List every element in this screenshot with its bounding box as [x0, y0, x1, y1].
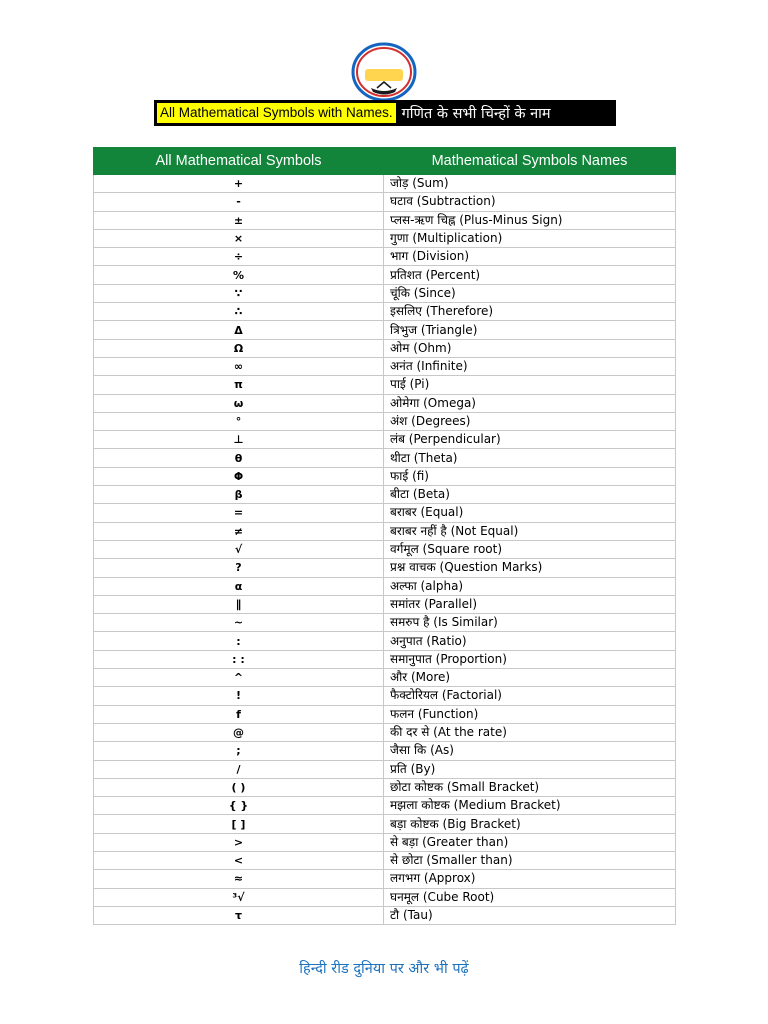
table-row: [94, 687, 676, 705]
symbol-cell: π: [94, 376, 384, 394]
symbol-name-cell: से छोटा (Smaller than): [384, 851, 676, 869]
symbol-cell: α: [94, 577, 384, 595]
symbol-name-cell: प्रति (By): [384, 760, 676, 778]
table-row: [94, 266, 676, 284]
table-row: [94, 888, 676, 906]
symbol-cell: ^: [94, 669, 384, 687]
column-header-names: Mathematical Symbols Names: [384, 148, 676, 175]
symbol-name-cell: पाई (Pi): [384, 376, 676, 394]
symbol-name-cell: फाई (fi): [384, 467, 676, 485]
symbol-cell: ?: [94, 559, 384, 577]
symbol-cell: β: [94, 486, 384, 504]
table-row: [94, 376, 676, 394]
symbol-name-cell: और (More): [384, 669, 676, 687]
table-row: [94, 211, 676, 229]
symbol-name-cell: इसलिए (Therefore): [384, 303, 676, 321]
symbol-name-cell: जोड़ (Sum): [384, 175, 676, 193]
table-row: [94, 614, 676, 632]
symbol-cell: √: [94, 540, 384, 558]
symbol-name-cell: त्रिभुज (Triangle): [384, 321, 676, 339]
table-row: [94, 467, 676, 485]
symbol-cell: f: [94, 705, 384, 723]
table-row: [94, 284, 676, 302]
symbol-cell: τ: [94, 906, 384, 924]
symbol-cell: ~: [94, 614, 384, 632]
symbol-name-cell: लगभग (Approx): [384, 870, 676, 888]
symbol-cell: ∥: [94, 595, 384, 613]
table-row: [94, 357, 676, 375]
table-row: [94, 705, 676, 723]
table-row: [94, 412, 676, 430]
symbol-cell: Φ: [94, 467, 384, 485]
table-row: [94, 906, 676, 924]
table-row: [94, 851, 676, 869]
symbol-cell: >: [94, 833, 384, 851]
symbol-name-cell: लंब (Perpendicular): [384, 431, 676, 449]
symbol-cell: { }: [94, 797, 384, 815]
symbol-name-cell: बड़ा कोष्टक (Big Bracket): [384, 815, 676, 833]
symbol-cell: =: [94, 504, 384, 522]
symbol-name-cell: बराबर नहीं है (Not Equal): [384, 522, 676, 540]
symbol-cell: ∵: [94, 284, 384, 302]
symbol-cell: ³√: [94, 888, 384, 906]
table-row: [94, 339, 676, 357]
table-row: [94, 175, 676, 193]
symbol-name-cell: अंश (Degrees): [384, 412, 676, 430]
symbol-cell: :: [94, 632, 384, 650]
table-row: [94, 248, 676, 266]
page-title-bar: [154, 100, 616, 126]
symbol-cell: !: [94, 687, 384, 705]
symbol-name-cell: मझला कोष्टक (Medium Bracket): [384, 797, 676, 815]
symbol-cell: θ: [94, 449, 384, 467]
symbol-name-cell: फलन (Function): [384, 705, 676, 723]
hindi-read-duniya-logo: [351, 42, 417, 102]
table-row: [94, 486, 676, 504]
symbol-name-cell: प्रतिशत (Percent): [384, 266, 676, 284]
symbol-name-cell: की दर से (At the rate): [384, 723, 676, 741]
table-row: [94, 229, 676, 247]
symbol-cell: ∴: [94, 303, 384, 321]
symbol-cell: : :: [94, 650, 384, 668]
symbol-name-cell: अनुपात (Ratio): [384, 632, 676, 650]
symbol-cell: -: [94, 193, 384, 211]
symbol-name-cell: फैक्टोरियल (Factorial): [384, 687, 676, 705]
symbol-name-cell: से बड़ा (Greater than): [384, 833, 676, 851]
table-row: [94, 321, 676, 339]
table-row: [94, 833, 676, 851]
symbol-name-cell: अल्फा (alpha): [384, 577, 676, 595]
site-logo: [351, 42, 417, 102]
symbol-name-cell: वर्गमूल (Square root): [384, 540, 676, 558]
symbol-name-cell: थीटा (Theta): [384, 449, 676, 467]
footer-link[interactable]: हिन्दी रीड दुनिया पर और भी पढ़ें: [299, 961, 469, 977]
symbol-name-cell: ओम (Ohm): [384, 339, 676, 357]
symbol-cell: ( ): [94, 778, 384, 796]
symbol-name-cell: चूंकि (Since): [384, 284, 676, 302]
table-row: [94, 431, 676, 449]
table-row: [94, 669, 676, 687]
symbol-cell: ≠: [94, 522, 384, 540]
table-row: [94, 778, 676, 796]
table-row: [94, 797, 676, 815]
table-row: [94, 650, 676, 668]
table-row: [94, 577, 676, 595]
page-title-english: All Mathematical Symbols with Names.: [157, 103, 396, 123]
symbol-name-cell: ओमेगा (Omega): [384, 394, 676, 412]
table-row: [94, 870, 676, 888]
symbol-cell: +: [94, 175, 384, 193]
table-row: [94, 632, 676, 650]
symbol-name-cell: बराबर (Equal): [384, 504, 676, 522]
table-row: [94, 742, 676, 760]
symbol-name-cell: गुणा (Multiplication): [384, 229, 676, 247]
symbol-name-cell: घटाव (Subtraction): [384, 193, 676, 211]
symbol-cell: °: [94, 412, 384, 430]
symbol-name-cell: जैसा कि (As): [384, 742, 676, 760]
symbols-table-body: [94, 175, 676, 925]
symbol-name-cell: छोटा कोष्टक (Small Bracket): [384, 778, 676, 796]
symbol-cell: @: [94, 723, 384, 741]
symbol-cell: /: [94, 760, 384, 778]
table-row: [94, 394, 676, 412]
table-row: [94, 723, 676, 741]
symbol-name-cell: समानुपात (Proportion): [384, 650, 676, 668]
symbol-cell: Ω: [94, 339, 384, 357]
symbol-cell: %: [94, 266, 384, 284]
symbol-name-cell: बीटा (Beta): [384, 486, 676, 504]
symbol-name-cell: अनंत (Infinite): [384, 357, 676, 375]
symbol-cell: ×: [94, 229, 384, 247]
table-header-row: [94, 148, 676, 175]
symbol-name-cell: टौ (Tau): [384, 906, 676, 924]
symbol-cell: ;: [94, 742, 384, 760]
symbol-cell: ±: [94, 211, 384, 229]
symbol-name-cell: समरुप है (Is Similar): [384, 614, 676, 632]
symbol-cell: Δ: [94, 321, 384, 339]
table-row: [94, 760, 676, 778]
table-row: [94, 193, 676, 211]
table-row: [94, 559, 676, 577]
table-row: [94, 522, 676, 540]
table-row: [94, 303, 676, 321]
table-row: [94, 595, 676, 613]
column-header-symbols: All Mathematical Symbols: [94, 148, 384, 175]
symbol-cell: [ ]: [94, 815, 384, 833]
symbol-name-cell: घनमूल (Cube Root): [384, 888, 676, 906]
table-row: [94, 815, 676, 833]
page-title-hindi: गणित के सभी चिन्हों के नाम: [401, 106, 551, 122]
symbol-cell: ÷: [94, 248, 384, 266]
symbol-cell: <: [94, 851, 384, 869]
symbol-cell: ⊥: [94, 431, 384, 449]
symbol-cell: ≈: [94, 870, 384, 888]
table-row: [94, 504, 676, 522]
symbol-cell: ∞: [94, 357, 384, 375]
symbol-name-cell: समांतर (Parallel): [384, 595, 676, 613]
symbol-name-cell: प्रश्न वाचक (Question Marks): [384, 559, 676, 577]
symbol-name-cell: भाग (Division): [384, 248, 676, 266]
symbols-table: [93, 147, 676, 925]
symbol-cell: ω: [94, 394, 384, 412]
table-row: [94, 540, 676, 558]
symbol-name-cell: प्लस-ऋण चिह्न (Plus-Minus Sign): [384, 211, 676, 229]
table-row: [94, 449, 676, 467]
